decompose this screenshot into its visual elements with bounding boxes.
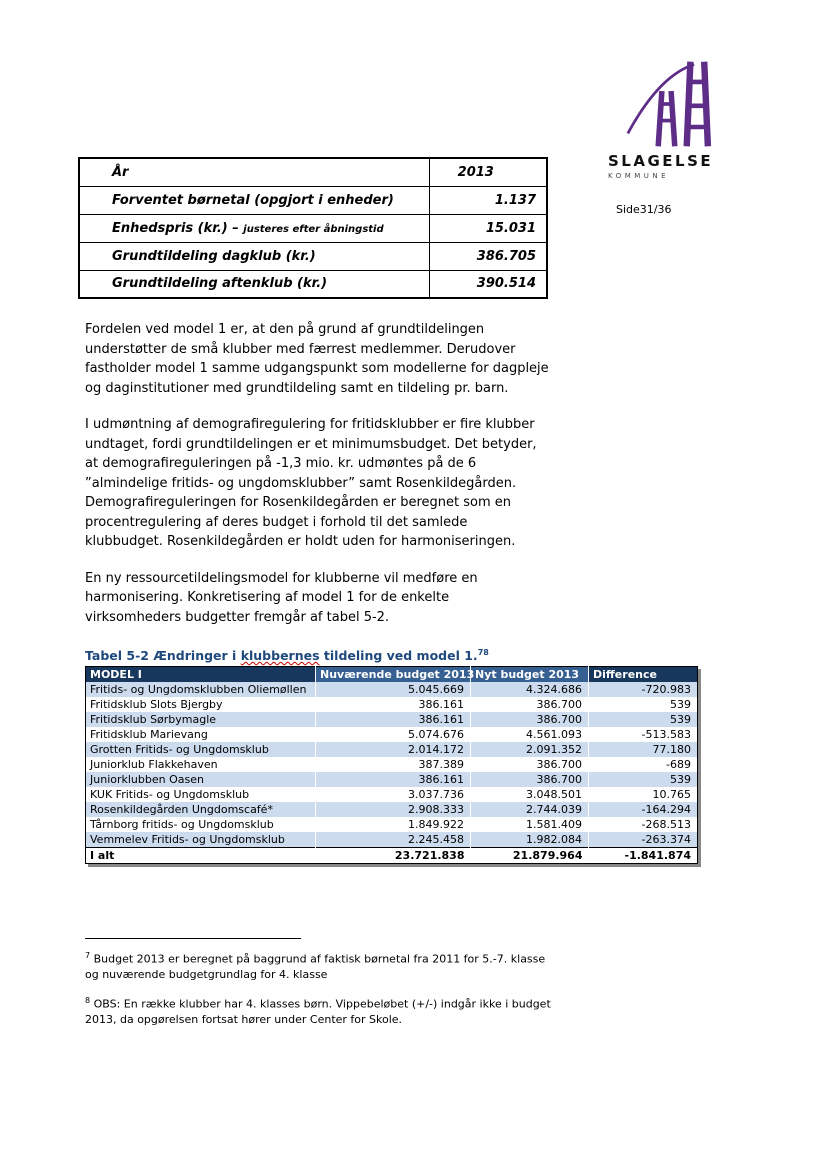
club-name: Juniorklub Flakkehaven bbox=[90, 758, 218, 771]
column-header-current-budget: Nuværende budget 2013 bbox=[316, 667, 471, 683]
table-row bbox=[86, 757, 698, 772]
footnote-number: 8 bbox=[85, 995, 91, 1005]
current-budget: 5.045.669 bbox=[316, 682, 471, 697]
footnote-8 bbox=[85, 993, 561, 1028]
club-name: Fritidsklub Marievang bbox=[90, 728, 208, 741]
club-name: Juniorklubben Oasen bbox=[90, 773, 204, 786]
club-name: Fritidsklub Slots Bjergby bbox=[90, 698, 223, 711]
table-row bbox=[86, 832, 698, 848]
summary-value: 2013 bbox=[429, 158, 547, 186]
logo-name: SLAGELSE bbox=[608, 152, 714, 170]
summary-value: 390.514 bbox=[429, 270, 547, 298]
table-row bbox=[86, 727, 698, 742]
table-row bbox=[86, 742, 698, 757]
body-text bbox=[85, 320, 549, 627]
summary-row-children bbox=[79, 186, 547, 214]
summary-label bbox=[79, 214, 429, 242]
summary-value: 386.705 bbox=[429, 242, 547, 270]
club-name: Vemmelev Fritids- og Ungdomsklub bbox=[90, 833, 285, 846]
page-number: Side31/36 bbox=[616, 203, 672, 216]
new-budget: 386.700 bbox=[471, 712, 589, 727]
summary-label: Grundtildeling dagklub (kr.) bbox=[79, 242, 429, 270]
difference: 539 bbox=[589, 712, 698, 727]
club-name: Rosenkildegården Ungdomscafé* bbox=[90, 803, 273, 816]
footnotes bbox=[85, 948, 561, 1027]
table-row bbox=[86, 712, 698, 727]
footnote-reference: 78 bbox=[477, 648, 489, 657]
current-budget: 1.849.922 bbox=[316, 817, 471, 832]
current-budget: 2.245.458 bbox=[316, 832, 471, 848]
summary-label: Forventet børnetal (opgjort i enheder) bbox=[79, 186, 429, 214]
summary-row-eveningclub bbox=[79, 270, 547, 298]
new-budget: 386.700 bbox=[471, 697, 589, 712]
logo-subtitle: KOMMUNE bbox=[608, 172, 670, 180]
difference: 539 bbox=[589, 697, 698, 712]
bridge-logo-icon bbox=[622, 58, 722, 150]
total-difference: -1.841.874 bbox=[589, 848, 698, 864]
summary-table bbox=[78, 157, 548, 299]
difference: -689 bbox=[589, 757, 698, 772]
new-budget: 3.048.501 bbox=[471, 787, 589, 802]
column-header-difference: Difference bbox=[589, 667, 698, 683]
total-new-budget: 21.879.964 bbox=[471, 848, 589, 864]
footnote-number: 7 bbox=[85, 951, 91, 960]
current-budget: 2.014.172 bbox=[316, 742, 471, 757]
footnote-text: Budget 2013 er beregnet på baggrund af faktisk børnetal fra 2011 for 5.-7. klasse og nuværende budgetgrundlag for 4. klasse bbox=[85, 952, 546, 982]
summary-row-dayclub bbox=[79, 242, 547, 270]
slagelse-logo bbox=[608, 58, 728, 180]
footnote-separator bbox=[85, 938, 301, 939]
paragraph-2: I udmøntning af demografiregulering for fritidsklubber er fire klubber undtaget, fordi grundtildelingen er et minimumsbudget. Det betyder, at demografireguleringen på -1,3 mio. kr. udmøntes på de 6 ”almindelige fritids- og ungdomsklubber” samt Rosenkildegården. Demografireguleringen for Rosenkildegården er beregnet som en procentregulering af deres budget i forhold til det samlede klubbudget. Rosenkildegården er holdt uden for harmoniseringen. bbox=[85, 417, 537, 549]
table-row bbox=[86, 682, 698, 697]
new-budget: 4.561.093 bbox=[471, 727, 589, 742]
club-name: Tårnborg fritids- og Ungdomsklub bbox=[90, 818, 274, 831]
current-budget: 2.908.333 bbox=[316, 802, 471, 817]
summary-label: Grundtildeling aftenklub (kr.) bbox=[79, 270, 429, 298]
current-budget: 386.161 bbox=[316, 712, 471, 727]
club-name: Fritidsklub Sørbymagle bbox=[90, 713, 217, 726]
difference: -720.983 bbox=[589, 682, 698, 697]
club-name: KUK Fritids- og Ungdomsklub bbox=[90, 788, 250, 801]
new-budget: 1.982.084 bbox=[471, 832, 589, 848]
new-budget: 386.700 bbox=[471, 757, 589, 772]
column-header-model: MODEL I bbox=[86, 667, 316, 683]
difference: 10.765 bbox=[589, 787, 698, 802]
summary-value: 1.137 bbox=[429, 186, 547, 214]
table-row bbox=[86, 817, 698, 832]
summary-label-main: Enhedspris (kr.) – bbox=[112, 220, 244, 236]
table-row bbox=[86, 787, 698, 802]
total-current-budget: 23.721.838 bbox=[316, 848, 471, 864]
total-row bbox=[86, 848, 698, 864]
current-budget: 5.074.676 bbox=[316, 727, 471, 742]
current-budget: 386.161 bbox=[316, 697, 471, 712]
new-budget: 2.744.039 bbox=[471, 802, 589, 817]
current-budget: 3.037.736 bbox=[316, 787, 471, 802]
table-row bbox=[86, 802, 698, 817]
new-budget: 1.581.409 bbox=[471, 817, 589, 832]
difference: 539 bbox=[589, 772, 698, 787]
difference: 77.180 bbox=[589, 742, 698, 757]
club-name: Grotten Fritids- og Ungdomsklub bbox=[90, 743, 269, 756]
summary-value: 15.031 bbox=[429, 214, 547, 242]
footnote-text: OBS: En række klubber har 4. klasses børn. Vippebeløbet (+/-) indgår ikke i budget 2013, da opgørelsen fortsat hører under Center for Skole. bbox=[85, 997, 551, 1026]
club-name: Fritids- og Ungdomsklubben Oliemøllen bbox=[90, 683, 307, 696]
difference: -263.374 bbox=[589, 832, 698, 848]
table-row bbox=[86, 697, 698, 712]
difference: -268.513 bbox=[589, 817, 698, 832]
new-budget: 4.324.686 bbox=[471, 682, 589, 697]
footnote-7 bbox=[85, 948, 561, 983]
table-row bbox=[86, 772, 698, 787]
caption-text-pre: Tabel 5-2 Ændringer i bbox=[85, 648, 241, 664]
difference: -513.583 bbox=[589, 727, 698, 742]
difference: -164.294 bbox=[589, 802, 698, 817]
current-budget: 387.389 bbox=[316, 757, 471, 772]
paragraph-1: Fordelen ved model 1 er, at den på grund af grundtildelingen understøtter de små klubber med færrest medlemmer. Derudover fastholder model 1 samme udgangspunkt som modellerne for dagpleje og daginstitutioner med grundtildeling samt en tildeling pr. barn. bbox=[85, 322, 549, 396]
current-budget: 386.161 bbox=[316, 772, 471, 787]
caption-text-misspelled: klubbernes bbox=[240, 648, 320, 664]
budget-header-row bbox=[86, 667, 698, 683]
budget-table bbox=[85, 666, 698, 864]
summary-label: År bbox=[79, 158, 429, 186]
summary-row-year bbox=[79, 158, 547, 186]
column-header-new-budget: Nyt budget 2013 bbox=[471, 667, 589, 683]
new-budget: 386.700 bbox=[471, 772, 589, 787]
paragraph-3: En ny ressourcetildelingsmodel for klubberne vil medføre en harmonisering. Konkretisering af model 1 for de enkelte virksomheders budgetter fremgår af tabel 5-2. bbox=[85, 570, 478, 625]
summary-label-note: justeres efter åbningstid bbox=[243, 223, 384, 235]
caption-text-post: tildeling ved model 1. bbox=[319, 648, 478, 664]
new-budget: 2.091.352 bbox=[471, 742, 589, 757]
table-caption bbox=[85, 648, 489, 663]
summary-row-unitprice bbox=[79, 214, 547, 242]
total-label: I alt bbox=[86, 848, 316, 864]
